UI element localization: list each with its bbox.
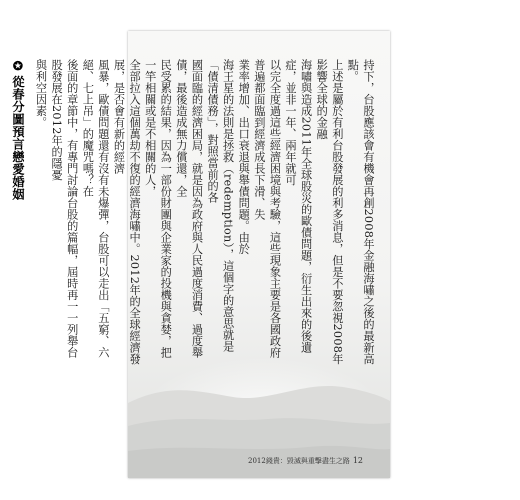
running-title: 2012錢貴：毀滅與重擊盡生之路 xyxy=(248,457,350,465)
book-page xyxy=(10,31,390,478)
paragraph: 後面的章節中，有專門討論台股的篇幅，屆時再一一列舉台股發展在2012年的隱憂 xyxy=(50,59,79,358)
paragraph: 上述是屬於有利台股發展的利多消息，但是不要忽視2008年影響全球的金融 xyxy=(315,59,344,365)
paragraph: 持下，台股應該會有機會再創2008年金融海嘯之後的最新高點。 xyxy=(346,59,375,365)
section-heading xyxy=(9,59,25,369)
paragraph: 風暴，歐債問題還有沒有未爆彈，台股可以走出「五窮、六絕、七上吊」的魔咒嗎？在 xyxy=(81,59,110,358)
paragraph xyxy=(0,59,1,369)
paragraph: 民受累的結果，因為一部份財團與企業家的投機與貪婪，把一竿相關或是不相關的人， xyxy=(143,59,173,358)
star-circle-icon: ✪ xyxy=(10,59,25,74)
section-heading-text: 從春分圖預言戀愛婚姻 xyxy=(10,75,25,201)
paragraph: 海王星的法則是拯救（redemption），這個字的意思就是「債清債務」，對照當前的各 xyxy=(206,59,235,352)
page-number: 12 xyxy=(352,456,364,465)
paragraph: 海嘯與造成2011年全球股災的歐債問題，衍生出來的後遺症，並非一年、兩年就可 xyxy=(284,59,313,354)
paragraph: 業率增加、出口衰退與舉債問題。由於 xyxy=(237,59,251,255)
page-footer xyxy=(248,456,363,466)
paragraph: 全部拉入這個萬劫不復的經濟海嘯中。2012年的全球經濟發展，是否會有新的經濟 xyxy=(112,59,142,365)
paragraph: 以完全度過這些經濟困境與考驗，這些現象主要是各國政府普遍都面臨到經濟成長下滑、失 xyxy=(252,59,282,358)
body-text xyxy=(10,59,376,369)
paragraph: 國面臨的經濟困局，就是因為政府與人民過度消費、過度舉債，最後造成無力償還，全 xyxy=(174,59,204,358)
paragraph: 與利空因素。 xyxy=(34,59,48,128)
